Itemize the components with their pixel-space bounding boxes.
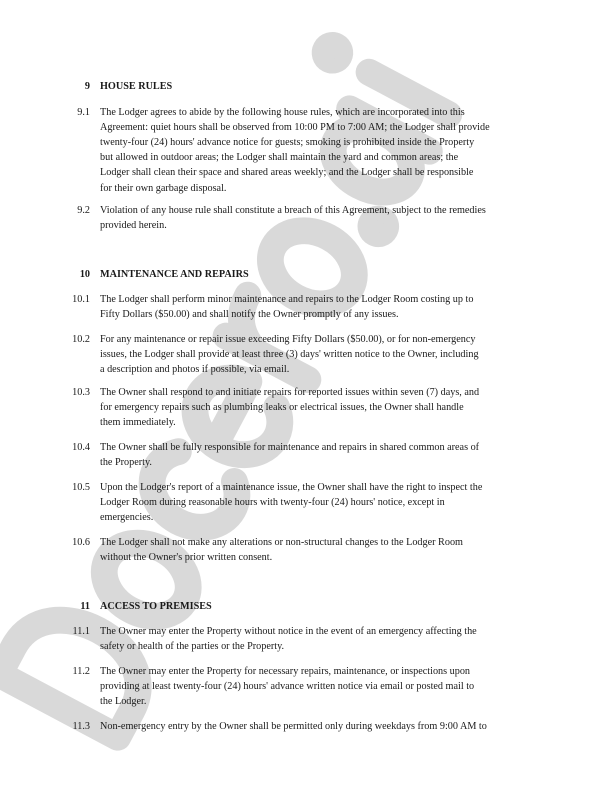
clause-number: 11.1 bbox=[72, 626, 90, 637]
clause-text-line: Violation of any house rule shall constitute a breach of this Agreement, subject to the remedies bbox=[100, 205, 486, 216]
section-number: 9 bbox=[84, 81, 90, 92]
clause-text-line: emergencies. bbox=[100, 512, 154, 524]
clause-text-line: twenty-four (24) hours' advance notice for guests; smoking is prohibited inside the Property bbox=[100, 137, 475, 149]
clause-text-line: For any maintenance or repair issue exceeding Fifty Dollars ($50.00), or for non-emergency bbox=[100, 334, 476, 345]
clause-number: 10.4 bbox=[72, 442, 90, 453]
clause-number: 11.3 bbox=[72, 721, 90, 732]
clause-text-line: Fifty Dollars ($50.00) and shall notify the Owner promptly of any issues. bbox=[100, 309, 399, 321]
clause-text-line: providing at least twenty-four (24) hours' advance written notice via email or posted mail to bbox=[100, 681, 475, 693]
clause-text-line: provided herein. bbox=[100, 220, 167, 232]
clause-text-line: issues, the Lodger shall provide at least three (3) days' written notice to the Owner, including bbox=[100, 349, 479, 361]
clause-text-line: the Property. bbox=[100, 457, 152, 469]
clause-text-line: Agreement: quiet hours shall be observed from 10:00 PM to 7:00 AM; the Lodger shall provide bbox=[100, 122, 490, 134]
clause-text-line: The Lodger agrees to abide by the following house rules, which are incorporated into this bbox=[100, 107, 465, 118]
clause-text-line: The Owner shall respond to and initiate repairs for reported issues within seven (7) days, and bbox=[100, 387, 480, 398]
clause-text-line: without the Owner's prior written consent. bbox=[100, 552, 273, 564]
clause-text-line: but allowed in outdoor areas; the Lodger shall maintain the yard and common areas; the bbox=[100, 152, 459, 164]
section-number: 11 bbox=[80, 601, 90, 612]
clause-number: 10.5 bbox=[72, 482, 90, 493]
clause-text-line: Non-emergency entry by the Owner shall be permitted only during weekdays from 9:00 AM to bbox=[100, 721, 487, 732]
clause-text-line: The Owner may enter the Property without notice in the event of an emergency affecting the bbox=[100, 626, 477, 637]
clause-number: 10.6 bbox=[72, 537, 90, 548]
clause-number: 9.2 bbox=[77, 205, 90, 216]
section-title: HOUSE RULES bbox=[100, 81, 173, 92]
clause-text-line: The Lodger shall not make any alterations or non-structural changes to the Lodger Room bbox=[100, 537, 463, 548]
clause-text-line: safety or health of the parties or the Property. bbox=[100, 641, 285, 653]
clause-text-line: them immediately. bbox=[100, 417, 176, 429]
section-title: MAINTENANCE AND REPAIRS bbox=[100, 269, 249, 280]
clause-number: 10.1 bbox=[72, 294, 90, 305]
clause-text-line: Lodger shall clean their space and shared areas weekly; and the Lodger shall be responsible bbox=[100, 167, 474, 179]
clause-text-line: The Lodger shall perform minor maintenance and repairs to the Lodger Room costing up to bbox=[100, 294, 474, 305]
clause-text-line: the Lodger. bbox=[100, 696, 147, 708]
section-title: ACCESS TO PREMISES bbox=[100, 601, 212, 612]
clause-text-line: The Owner may enter the Property for necessary repairs, maintenance, or inspections upon bbox=[100, 666, 471, 677]
clause-text-line: The Owner shall be fully responsible for maintenance and repairs in shared common areas of bbox=[100, 442, 480, 453]
clause-text-line: Lodger Room during reasonable hours with twenty-four (24) hours' notice, except in bbox=[100, 497, 445, 509]
section-number: 10 bbox=[79, 269, 90, 280]
clause-text-line: for their own garbage disposal. bbox=[100, 182, 227, 194]
clause-number: 10.2 bbox=[72, 334, 90, 345]
clause-number: 10.3 bbox=[72, 387, 90, 398]
clause-text-line: for emergency repairs such as plumbing leaks or electrical issues, the Owner shall handle bbox=[100, 402, 464, 414]
clause-text-line: Upon the Lodger's report of a maintenance issue, the Owner shall have the right to inspect the bbox=[100, 482, 483, 493]
clause-text-line: a description and photos if possible, via email. bbox=[100, 364, 290, 376]
clause-number: 9.1 bbox=[77, 107, 90, 118]
clause-number: 11.2 bbox=[72, 666, 90, 677]
